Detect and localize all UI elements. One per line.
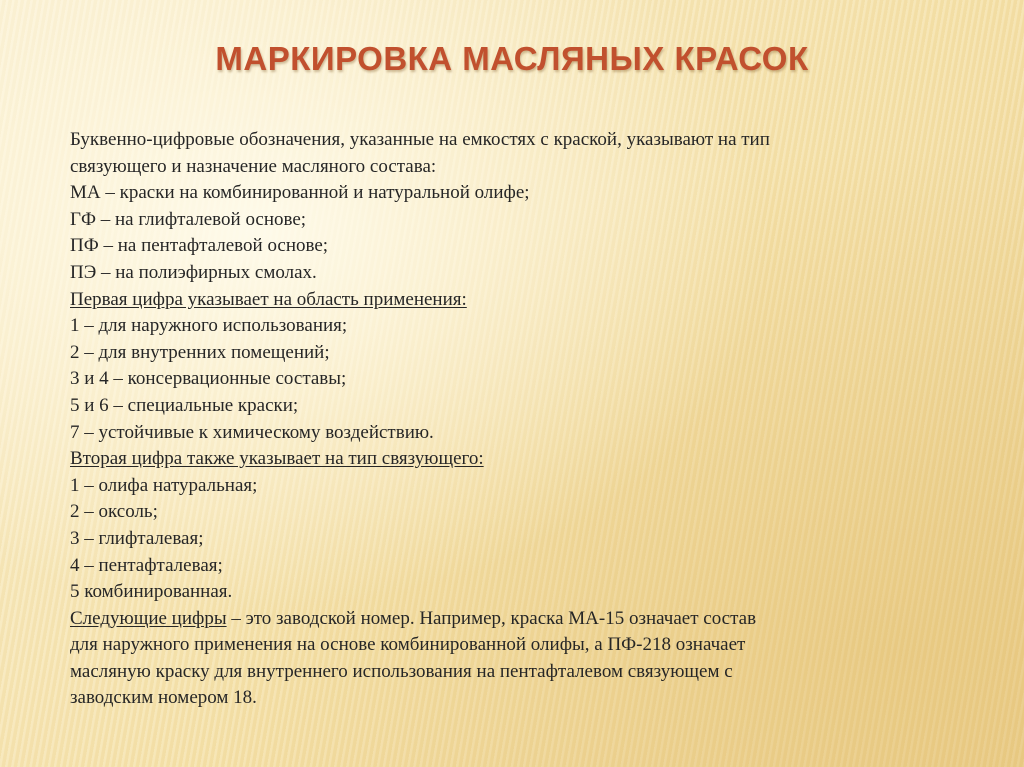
- slide-body: [70, 127, 950, 712]
- next-digits-heading: Следующие цифры: [70, 607, 227, 629]
- binder-type-gf: ГФ – на глифталевой основе;: [70, 208, 307, 230]
- next-digits-text: – это заводской номер. Например, краска МА-15 означает состав: [226, 607, 757, 629]
- first-digit-heading: Первая цифра указывает на область применения:: [70, 288, 467, 310]
- next-digits-line-2: для наружного применения на основе комбинированной олифы, а ПФ-218 означает: [70, 634, 746, 656]
- first-digit-item: 2 – для внутренних помещений;: [70, 341, 330, 363]
- intro-line-2: связующего и назначение масляного состава:: [70, 155, 437, 177]
- first-digit-item: 1 – для наружного использования;: [70, 315, 348, 337]
- binder-type-pf: ПФ – на пентафталевой основе;: [70, 235, 329, 257]
- binder-type-pe: ПЭ – на полиэфирных смолах.: [70, 261, 317, 283]
- next-digits-line-3: масляную краску для внутреннего использования на пентафталевом связующем с: [70, 660, 733, 682]
- next-digits-line-4: заводским номером 18.: [70, 687, 257, 709]
- slide-title: МАРКИРОВКА МАСЛЯНЫХ КРАСОК: [215, 40, 809, 77]
- first-digit-item: 7 – устойчивые к химическому воздействию.: [70, 421, 434, 443]
- second-digit-item: 4 – пентафталевая;: [70, 554, 223, 576]
- next-digits-line-1: [70, 606, 950, 633]
- second-digit-item: 3 – глифталевая;: [70, 527, 204, 549]
- second-digit-item: 1 – олифа натуральная;: [70, 474, 258, 496]
- first-digit-item: 5 и 6 – специальные краски;: [70, 394, 299, 416]
- second-digit-heading: Вторая цифра также указывает на тип связующего:: [70, 448, 484, 470]
- intro-line-1: Буквенно-цифровые обозначения, указанные на емкостях с краской, указывают на тип: [70, 129, 770, 150]
- first-digit-item: 3 и 4 – консервационные составы;: [70, 368, 347, 390]
- second-digit-item: 2 – оксоль;: [70, 501, 158, 523]
- second-digit-item: 5 комбинированная.: [70, 581, 233, 603]
- binder-type-ma: МА – краски на комбинированной и натуральной олифе;: [70, 182, 530, 204]
